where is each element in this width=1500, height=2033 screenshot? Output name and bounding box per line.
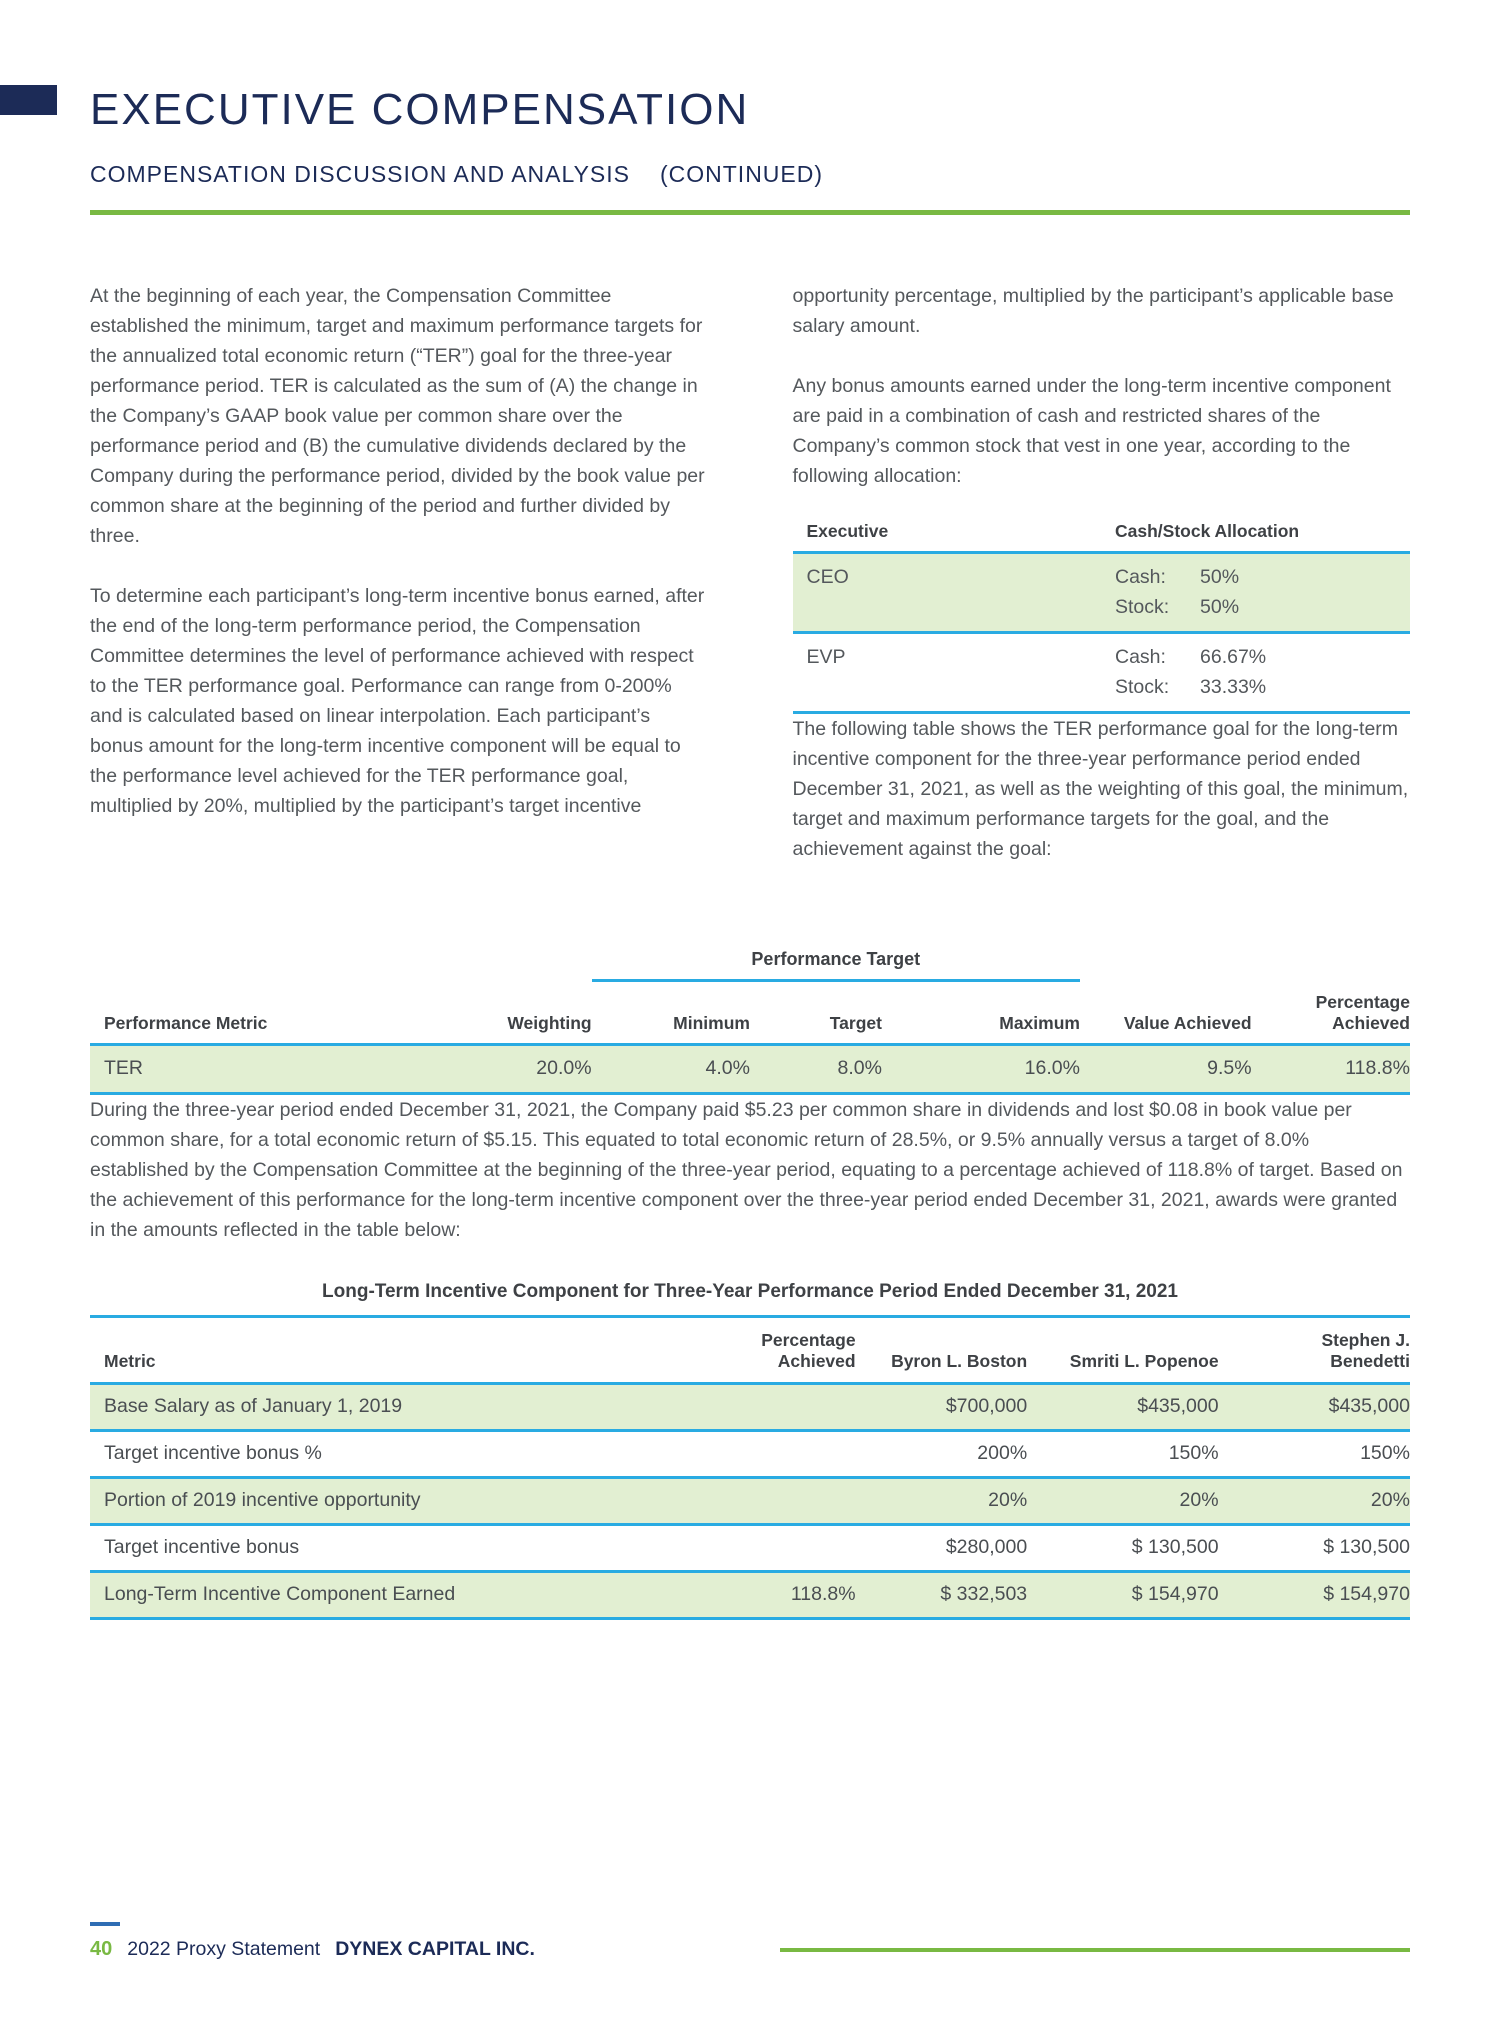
benedetti-cell: 150% — [1360, 1442, 1410, 1464]
percentage-achieved-cell — [697, 1536, 855, 1559]
allocation-values — [1115, 642, 1410, 702]
column-header: Target — [829, 1013, 882, 1033]
body-paragraph: The following table shows the TER performance goal for the long-term incentive component for the three-year performance period ended December 31, 2021, as well as the weighting of this goal, the minimum, target and maximum performance targets for the goal, and the achievement against the goal: — [792, 718, 1409, 860]
boston-cell: $280,000 — [945, 1536, 1028, 1558]
proxy-statement-label: 2022 Proxy Statement — [127, 1938, 321, 1960]
metric-cell: Target incentive bonus — [104, 1536, 300, 1558]
column-header: Metric — [104, 1351, 156, 1371]
column-header: Performance Metric — [104, 1013, 268, 1033]
boston-cell: $ 332,503 — [940, 1583, 1028, 1605]
cash-label: Cash: — [1115, 646, 1166, 668]
boston-cell: $700,000 — [945, 1395, 1028, 1417]
cash-value: 66.67% — [1200, 646, 1267, 668]
performance-target-group-row — [90, 949, 1410, 982]
table-row — [90, 1046, 1410, 1095]
cash-label: Cash: — [1115, 566, 1166, 588]
stock-label: Stock: — [1115, 596, 1170, 618]
cash-stock-allocation-table — [793, 521, 1411, 714]
group-spacer — [1080, 949, 1410, 982]
right-column — [793, 281, 1411, 894]
percentage-achieved-cell — [697, 1442, 855, 1465]
page-title: EXECUTIVE COMPENSATION — [90, 85, 750, 134]
benedetti-cell: $ 130,500 — [1323, 1536, 1410, 1558]
page-corner-marker — [0, 85, 57, 115]
allocation-line — [1115, 642, 1410, 672]
popenoe-cell: 20% — [1179, 1489, 1219, 1511]
table-row — [793, 634, 1411, 714]
executive-name: CEO — [806, 566, 849, 588]
benedetti-cell: $ 154,970 — [1323, 1583, 1410, 1605]
column-header-text: Stephen J. Benedetti — [1321, 1330, 1410, 1371]
long-term-incentive-table — [90, 1281, 1410, 1620]
page-footer — [90, 1938, 1410, 1961]
metric-cell: Portion of 2019 incentive opportunity — [104, 1489, 421, 1511]
stock-label: Stock: — [1115, 676, 1170, 698]
group-spacer — [90, 949, 592, 982]
column-header: Maximum — [999, 1013, 1080, 1033]
allocation-header-cash-stock: Cash/Stock Allocation — [1115, 521, 1300, 541]
popenoe-cell: 150% — [1168, 1442, 1219, 1464]
boston-cell: 200% — [977, 1442, 1028, 1464]
allocation-values — [1115, 562, 1410, 622]
page-content — [0, 85, 1500, 1620]
percentage-achieved-cell: 118.8% — [790, 1583, 856, 1605]
two-column-body — [90, 281, 1410, 894]
percentage-achieved-cell: 118.8% — [1345, 1057, 1410, 1079]
column-header: Percentage Achieved — [761, 1330, 856, 1371]
lti-table-title: Long-Term Incentive Component for Three-Year Performance Period Ended December 31, 2021 — [90, 1281, 1410, 1318]
performance-table-header-row — [90, 982, 1410, 1046]
stock-value: 50% — [1200, 596, 1240, 618]
footer-rule — [780, 1948, 1410, 1952]
performance-target-group-header: Performance Target — [592, 949, 1080, 982]
column-header: Value Achieved — [1123, 1013, 1252, 1033]
boston-cell: 20% — [988, 1489, 1028, 1511]
metric-cell: Target incentive bonus % — [104, 1442, 322, 1464]
target-cell: 8.0% — [837, 1057, 882, 1079]
table-row — [90, 1385, 1410, 1432]
summary-paragraph: During the three-year period ended December 31, 2021, the Company paid $5.23 per common share in dividends and lost $0.08 in book value per common share, for a total economic return of $5.15. This equated to total economic return of 28.5%, or 9.5% annually versus a target of 8.0% established by the Compensation Committee at the beginning of the three-year period, equating to a percentage achieved of 118.8% of target. Based on the achievement of this performance for the long-term incentive component over the three-year period ended December 31, 2021, awards were granted in the amounts reflected in the table below: — [90, 1099, 1403, 1241]
column-header: Minimum — [673, 1013, 750, 1033]
column-header: Smriti L. Popenoe — [1069, 1351, 1219, 1371]
table-row — [90, 1573, 1410, 1620]
header-divider-rule — [90, 210, 1410, 215]
page-subtitle — [90, 161, 1410, 188]
footer-row — [90, 1938, 1410, 1961]
table-row — [90, 1526, 1410, 1573]
subtitle-text: COMPENSATION DISCUSSION AND ANALYSIS — [90, 161, 630, 187]
body-paragraph: At the beginning of each year, the Compensation Committee established the minimum, target and maximum performance targets for the annualized total economic return (“TER”) goal for the three-year performance period. TER is calculated as the sum of (A) the change in the Company’s GAAP book value per common share over the performance period and (B) the cumulative dividends declared by the Company during the performance period, divided by the book value per common share at the beginning of the period and further divided by three. — [90, 285, 705, 547]
table-row — [90, 1432, 1410, 1479]
cash-value: 50% — [1200, 566, 1240, 588]
benedetti-cell: 20% — [1370, 1489, 1410, 1511]
page-number: 40 — [90, 1938, 113, 1960]
table-row — [793, 554, 1411, 634]
body-paragraph: opportunity percentage, multiplied by the participant’s applicable base salary amount. — [792, 285, 1394, 337]
allocation-line — [1115, 672, 1410, 702]
minimum-cell: 4.0% — [705, 1057, 750, 1079]
column-header: Byron L. Boston — [891, 1351, 1028, 1371]
executive-name: EVP — [806, 646, 846, 668]
percentage-achieved-cell — [697, 1395, 855, 1418]
company-name: DYNEX CAPITAL INC. — [335, 1938, 535, 1960]
allocation-line — [1115, 592, 1410, 622]
footer-accent-dash — [90, 1922, 120, 1926]
maximum-cell: 16.0% — [1024, 1057, 1080, 1079]
lti-table-header-row — [90, 1318, 1410, 1385]
left-column — [90, 281, 708, 894]
popenoe-cell: $ 130,500 — [1131, 1536, 1219, 1558]
ter-performance-table — [90, 949, 1410, 1095]
column-header — [1219, 1330, 1410, 1372]
value-achieved-cell: 9.5% — [1207, 1057, 1252, 1079]
metric-cell: Long-Term Incentive Component Earned — [104, 1583, 456, 1605]
body-paragraph: Any bonus amounts earned under the long-term incentive component are paid in a combination of cash and restricted shares of the Company’s common stock that vest in one year, according to the following allocation: — [792, 375, 1391, 487]
benedetti-cell: $435,000 — [1328, 1395, 1410, 1417]
metric-cell: Base Salary as of January 1, 2019 — [104, 1395, 403, 1417]
stock-value: 33.33% — [1200, 676, 1267, 698]
metric-cell: TER — [104, 1057, 143, 1079]
allocation-header-executive: Executive — [806, 521, 889, 541]
popenoe-cell: $ 154,970 — [1131, 1583, 1219, 1605]
subtitle-continued: (CONTINUED) — [659, 161, 824, 187]
popenoe-cell: $435,000 — [1137, 1395, 1219, 1417]
allocation-table-header — [793, 521, 1411, 554]
percentage-achieved-cell — [697, 1489, 855, 1512]
weighting-cell: 20.0% — [536, 1057, 592, 1079]
column-header: Weighting — [507, 1013, 592, 1033]
body-paragraph: To determine each participant’s long-term incentive bonus earned, after the end of the long-term performance period, the Compensation Committee determines the level of performance achieved with respect to the TER performance goal. Performance can range from 0-200% and is calculated based on linear interpolation. Each participant’s bonus amount for the long-term incentive component will be equal to the performance level achieved for the TER performance goal, multiplied by 20%, multiplied by the participant’s target incentive — [90, 585, 705, 817]
table-row — [90, 1479, 1410, 1526]
allocation-line — [1115, 562, 1410, 592]
column-header: Percentage Achieved — [1315, 992, 1410, 1033]
